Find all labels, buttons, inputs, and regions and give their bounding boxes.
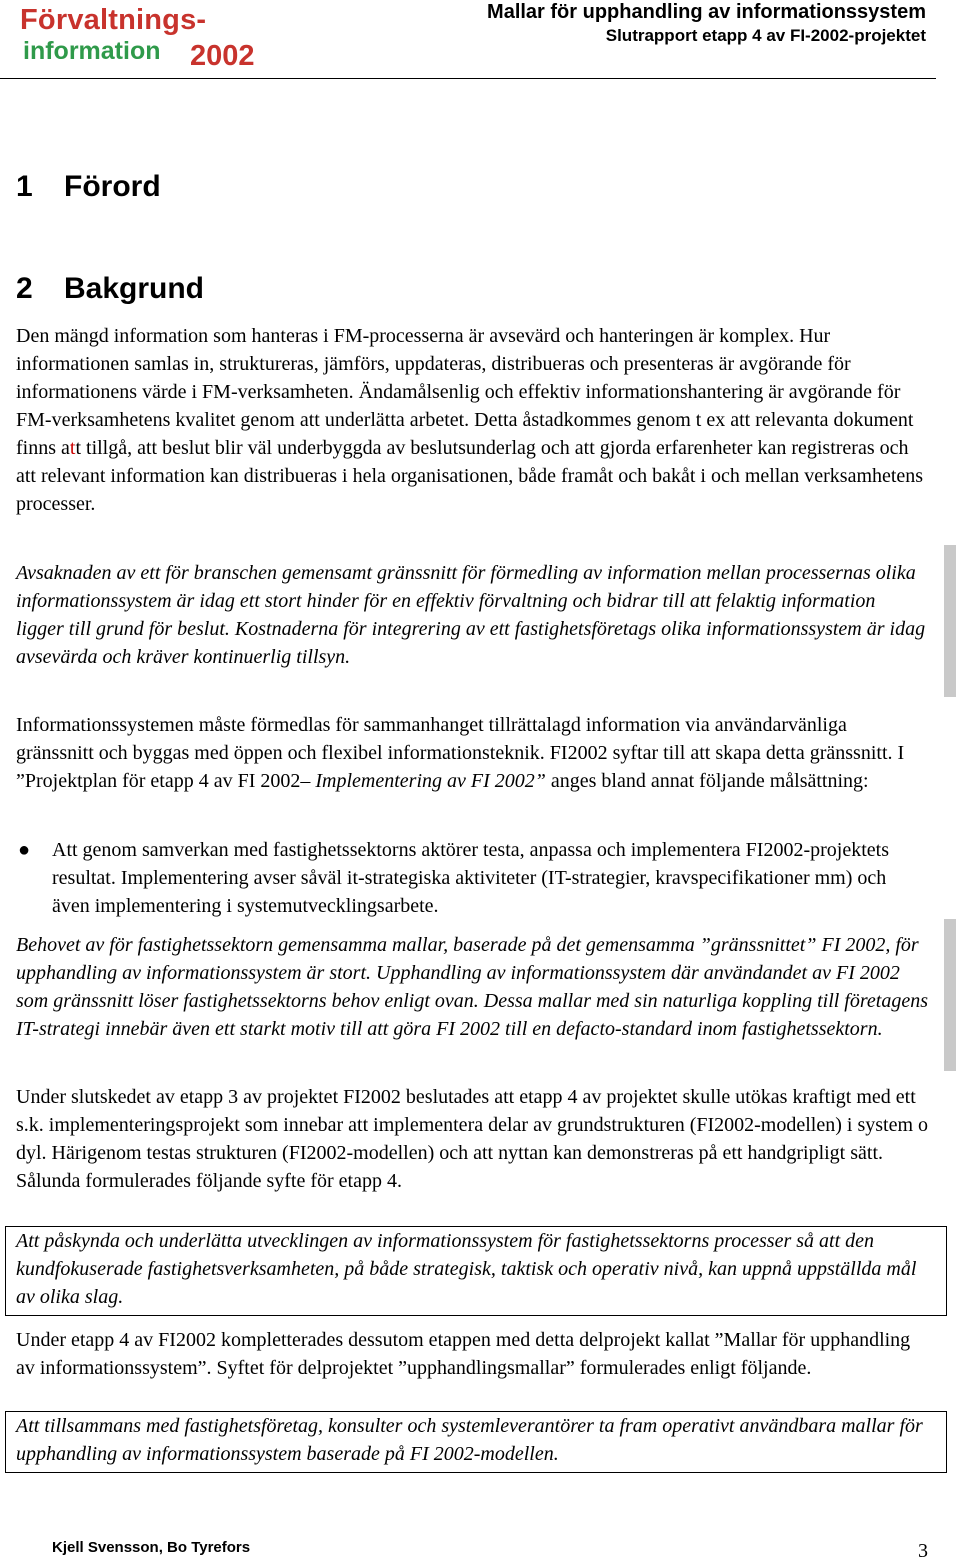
purpose-box-subproject [5, 1411, 947, 1473]
section-title: Bakgrund [64, 272, 205, 305]
paragraph-text: anges bland annat följande målsättning: [545, 770, 869, 792]
paragraph-information-handling [16, 322, 928, 518]
section-title: Förord [64, 170, 161, 203]
paragraph-missing-interface [16, 559, 928, 671]
document-title: Mallar för upphandling av informationssystem [487, 1, 926, 23]
paragraph-text: Den mängd information som hanteras i FM-processerna är avsevärd och hanteringen är komplex. Hur informationen samlas in, struktureras, jämförs, uppdateras, distribueras och presenteras är avgörande för informationens värde i FM-verksamheten. Ändamålsenlig och effektiv informationshantering är avgörande för FM-verksamhetens kvalitet genom att underlätta arbetet. Detta åstadkommes genom t ex att relevanta dokument finns a [16, 325, 914, 459]
paragraph-text: Avsaknaden av ett för branschen gemensamt gränssnitt för förmedling av information mellan processernas olika informationssystem är idag ett stort hinder för en effektiv förvaltning och bidrar till att felaktig information ligger till grund för beslut. Kostnaderna för integrering av ett fastighetsföretags olika informationssystem är idag avsevärda och kräver kontinuerlig tillsyn. [16, 562, 926, 668]
footer-authors: Kjell Svensson, Bo Tyrefors [52, 1539, 251, 1556]
paragraph-text: Under etapp 4 av FI2002 kompletterades dessutom etappen med detta delprojekt kallat ”Mallar för upphandling av informationssystem”. Syftet för delprojektet ”upphandlingsmallar” formulerades enligt följande. [16, 1329, 911, 1379]
bullet-goal [16, 836, 928, 920]
header-divider [0, 78, 936, 79]
logo-year: 2002 [190, 40, 255, 72]
section-heading-bakgrund [16, 272, 204, 306]
page-header [0, 0, 960, 80]
paragraph-stage-3 [16, 1083, 928, 1195]
section-number: 1 [16, 170, 33, 203]
paragraph-text: Under slutskedet av etapp 3 av projektet FI2002 beslutades att etapp 4 av projektet skulle utökas kraftigt med ett s.k. implementeringsprojekt som innebar att implementera delar av grundstrukturen (FI2002-modellen) i system o dyl. Härigenom testas strukturen (FI2002-modellen) och att nyttan kan demonstreras på ett handgripligt sätt. Sålunda formulerades följande syfte för etapp 4. [16, 1086, 929, 1192]
logo-text-line1: Förvaltnings- [20, 4, 207, 36]
project-plan-title: Implementering av FI 2002” [315, 770, 546, 792]
section-heading-forord [16, 170, 161, 204]
change-bar [944, 545, 956, 697]
document-subtitle: Slutrapport etapp 4 av FI-2002-projektet [605, 26, 926, 45]
box-text: Att påskynda och underlätta utvecklingen av informationssystem för fastighetssektorns processer så att den kundfokuserade fastighetsverksamheten, på både strategisk, taktisk och operativ nivå, kan uppnå uppställda mål av olika slag. [16, 1230, 917, 1308]
paragraph-information-systems [16, 711, 928, 795]
section-number: 2 [16, 272, 33, 305]
page-number: 3 [918, 1540, 928, 1562]
paragraph-subproject [16, 1326, 928, 1382]
logo-text-line2: information [23, 37, 161, 65]
bullet-text: Att genom samverkan med fastighetssektorns aktörer testa, anpassa och implementera FI2002-projektets resultat. Implementering avser såväl it-strategiska aktiviteter (IT-strategier, kravspecifikationer mm) och även implementering i systemutvecklingsarbete. [52, 839, 889, 917]
change-bar [944, 919, 956, 1071]
paragraph-text: t tillgå, att beslut blir väl underbyggda av beslutsunderlag och att gjorda erfarenheter kan registreras och att relevant information kan distribueras i hela organisationen, både framåt och bakåt i och mellan verksamhetens processer. [16, 437, 924, 515]
box-text: Att tillsammans med fastighetsföretag, konsulter och systemleverantörer ta fram operativt användbara mallar för upphandling av informationssystem baserade på FI 2002-modellen. [16, 1415, 923, 1465]
paragraph-text: Behovet av för fastighetssektorn gemensamma mallar, baserade på det gemensamma ”gränssnittet” FI 2002, för upphandling av informationssystem är stort. Upphandling av informationssystem där användandet av FI 2002 som gränssnitt löser fastighetssektorns behov enligt ovan. Dessa mallar med sin naturliga koppling till företagens IT-strategi innebär även ett starkt motiv till att göra FI 2002 till en defacto-standard inom fastighetssektorn. [16, 934, 929, 1040]
highlighted-letter: t [69, 437, 76, 459]
forvaltningsinformation-logo [20, 4, 270, 76]
purpose-box-stage-4 [5, 1226, 947, 1316]
paragraph-need-for-templates [16, 931, 928, 1043]
bullet-icon: ● [18, 839, 31, 861]
paragraph-text: Informationssystemen måste förmedlas för sammanhanget tillrättalagd information via användarvänliga gränssnitt och byggas med öppen och flexibel informationsteknik. FI2002 syftar till att skapa detta gränssnitt. I ”Projektplan för etapp 4 av FI 2002– [16, 714, 905, 792]
